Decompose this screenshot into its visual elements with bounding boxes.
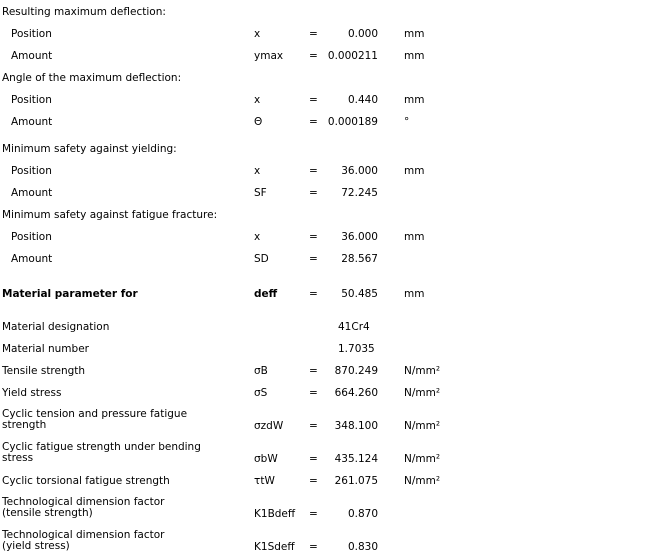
- equals-sign: =: [309, 508, 318, 520]
- row-symbol: SD: [254, 253, 269, 265]
- row-symbol: σS: [254, 387, 268, 399]
- row-unit: °: [404, 116, 410, 128]
- row-unit: N/mm²: [404, 387, 441, 399]
- row-label-line1: Technological dimension factor: [2, 496, 165, 508]
- row-value: 36.000: [341, 231, 378, 243]
- row-unit: N/mm²: [404, 475, 441, 487]
- section-heading: Angle of the maximum deflection:: [2, 72, 182, 84]
- row-unit: mm: [404, 28, 425, 40]
- row-symbol: deff: [254, 288, 278, 300]
- equals-sign: =: [309, 288, 318, 300]
- row-label: Amount: [11, 187, 53, 199]
- row-value: 72.245: [341, 187, 378, 199]
- row-label: Yield stress: [2, 387, 62, 399]
- row-value: 0.000211: [327, 50, 378, 62]
- equals-sign: =: [309, 253, 318, 265]
- row-label-line2: stress: [2, 452, 34, 464]
- row-unit: mm: [404, 231, 425, 243]
- row-symbol: K1Bdeff: [254, 508, 296, 520]
- equals-sign: =: [309, 94, 318, 106]
- row-label: Amount: [11, 253, 53, 265]
- equals-sign: =: [309, 165, 318, 177]
- row-symbol: τtW: [254, 475, 275, 487]
- row-unit: mm: [404, 165, 425, 177]
- row-value: 41Cr4: [338, 321, 370, 333]
- row-value: 28.567: [341, 253, 378, 265]
- row-symbol: x: [254, 94, 261, 106]
- row-symbol: ymax: [254, 50, 284, 62]
- row-value: 1.7035: [338, 343, 375, 355]
- row-label: Position: [11, 94, 52, 106]
- row-label: Material designation: [2, 321, 110, 333]
- row-label: Material number: [2, 343, 89, 355]
- row-value: 664.260: [334, 387, 378, 399]
- row-value: 435.124: [334, 453, 378, 465]
- row-label-line2: (yield stress): [2, 540, 70, 552]
- equals-sign: =: [309, 50, 318, 62]
- row-symbol: x: [254, 231, 261, 243]
- equals-sign: =: [309, 231, 318, 243]
- row-unit: mm: [404, 288, 425, 300]
- section-heading: Resulting maximum deflection:: [2, 6, 166, 18]
- row-symbol: σbW: [254, 453, 278, 465]
- row-unit: mm: [404, 94, 425, 106]
- equals-sign: =: [309, 420, 318, 432]
- row-value: 261.075: [334, 475, 378, 487]
- row-value: 0.870: [347, 508, 378, 520]
- row-symbol: σB: [254, 365, 268, 377]
- row-label: Amount: [11, 116, 53, 128]
- row-label: Cyclic torsional fatigue strength: [2, 475, 170, 487]
- equals-sign: =: [309, 387, 318, 399]
- equals-sign: =: [309, 475, 318, 487]
- row-value: 0.440: [347, 94, 378, 106]
- row-value: 36.000: [341, 165, 378, 177]
- row-symbol: σzdW: [254, 420, 284, 432]
- row-unit: N/mm²: [404, 453, 441, 465]
- row-label: Tensile strength: [2, 365, 86, 377]
- row-unit: N/mm²: [404, 420, 441, 432]
- row-label: Amount: [11, 50, 53, 62]
- row-symbol: x: [254, 28, 261, 40]
- row-symbol: K1Sdeff: [254, 541, 295, 553]
- row-label-line2: strength: [2, 419, 47, 431]
- row-label-line1: Cyclic tension and pressure fatigue: [2, 408, 188, 420]
- row-value: 348.100: [334, 420, 378, 432]
- equals-sign: =: [309, 28, 318, 40]
- row-value: 50.485: [341, 288, 378, 300]
- row-value: 0.000: [347, 28, 378, 40]
- equals-sign: =: [309, 365, 318, 377]
- row-value: 0.000189: [327, 116, 378, 128]
- equals-sign: =: [309, 187, 318, 199]
- row-symbol: x: [254, 165, 261, 177]
- row-value: 870.249: [334, 365, 378, 377]
- row-symbol: Θ: [254, 116, 263, 128]
- row-label: Position: [11, 28, 52, 40]
- row-value: 0.830: [347, 541, 378, 553]
- row-label: Position: [11, 231, 52, 243]
- section-heading: Minimum safety against fatigue fracture:: [2, 209, 218, 221]
- row-unit: mm: [404, 50, 425, 62]
- section-heading: Minimum safety against yielding:: [2, 143, 177, 155]
- equals-sign: =: [309, 116, 318, 128]
- row-label: Position: [11, 165, 52, 177]
- row-label-line1: Cyclic fatigue strength under bending: [2, 441, 201, 453]
- row-symbol: SF: [254, 187, 267, 199]
- equals-sign: =: [309, 453, 318, 465]
- row-unit: N/mm²: [404, 365, 441, 377]
- equals-sign: =: [309, 541, 318, 553]
- row-label: Material parameter for: [2, 288, 138, 300]
- row-label-line2: (tensile strength): [2, 507, 93, 519]
- row-label-line1: Technological dimension factor: [2, 529, 165, 541]
